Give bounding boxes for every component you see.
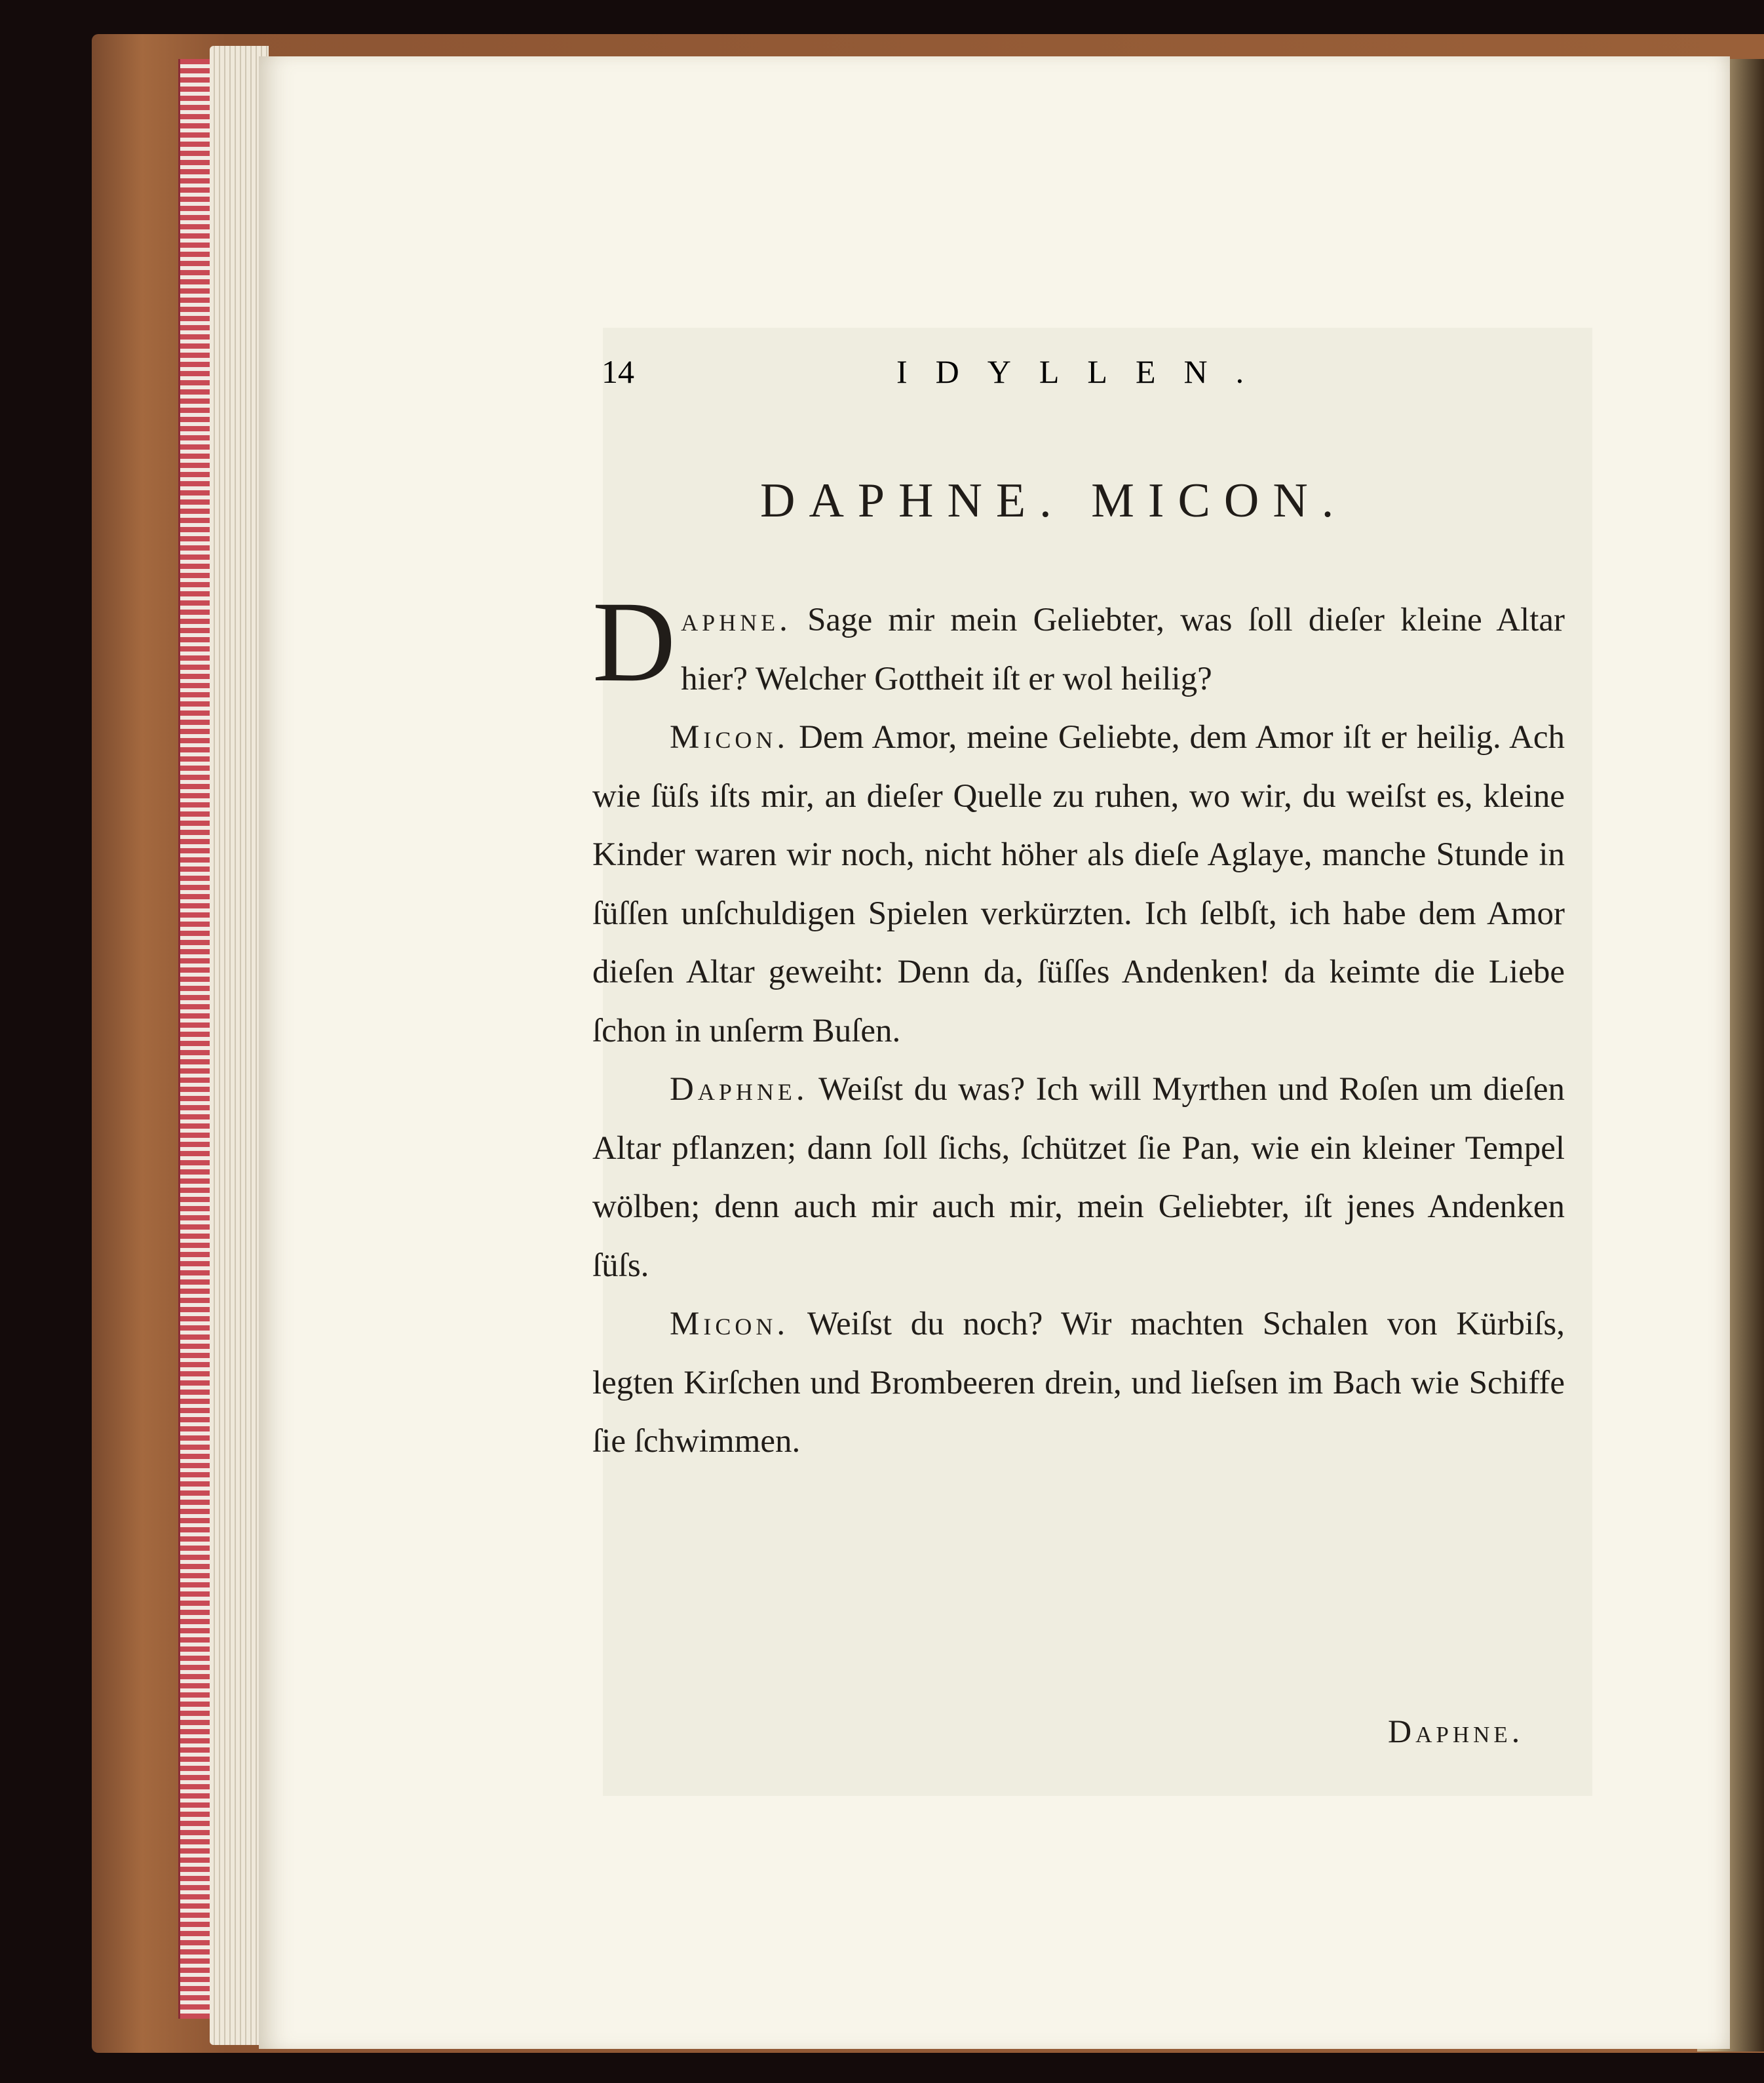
paragraph-text: Weiſst du was? Ich will Myrthen und Roſen um dieſen Altar pflanzen; dann ſoll ſichs, ſchützet ſie Pan, wie ein kleiner Tempel wölben; denn auch mir auch mir, mein Geliebter, iſt jenes Andenken ſüſs. [592,1071,1565,1284]
paragraph-3 [592,1061,1565,1295]
headband [178,59,214,2019]
paragraph-text: Sage mir mein Geliebter, was ſoll dieſer kleine Altar hier? Welcher Gottheit iſt er wol heilig? [681,602,1565,697]
paragraph-text: Dem Amor, meine Geliebte, dem Amor iſt er heilig. Ach wie ſüſs iſts mir, an dieſer Quelle zu ruhen, wo wir, du weiſst es, kleine Kinder waren wir noch, nicht höher als dieſe Aglaye, manche Stunde in ſüſſen unſchuldigen Spielen verkürzten. Ich ſelbſt, ich habe dem Amor dieſen Altar geweiht: Denn da, ſüſſes Andenken! da keimte die Liebe ſchon in unſerm Buſen. [592,719,1565,1049]
paragraph-4 [592,1295,1565,1471]
drop-cap: D [592,578,676,706]
running-head [602,353,1290,399]
body-text [592,578,1565,1471]
section-title: DAPHNE. MICON. [760,474,1348,528]
page-number: 14 [602,353,634,390]
paragraph-text: Weiſst du noch? Wir machten Schalen von Kürbiſs, legten Kirſchen und Brombeeren drein, und lieſsen im Bach wie Schiffe ſie ſchwimmen. [592,1306,1565,1460]
paragraph-2 [592,709,1565,1061]
catchword: Daphne. [1388,1713,1524,1749]
speaker-label: Daphne. [670,1071,809,1108]
speaker-label: Micon. [670,1306,790,1342]
paragraph-1 [592,578,1565,709]
speaker-label: Micon. [670,719,790,756]
running-title: IDYLLEN. [896,353,1273,390]
speaker-label: aphne. [681,602,792,638]
